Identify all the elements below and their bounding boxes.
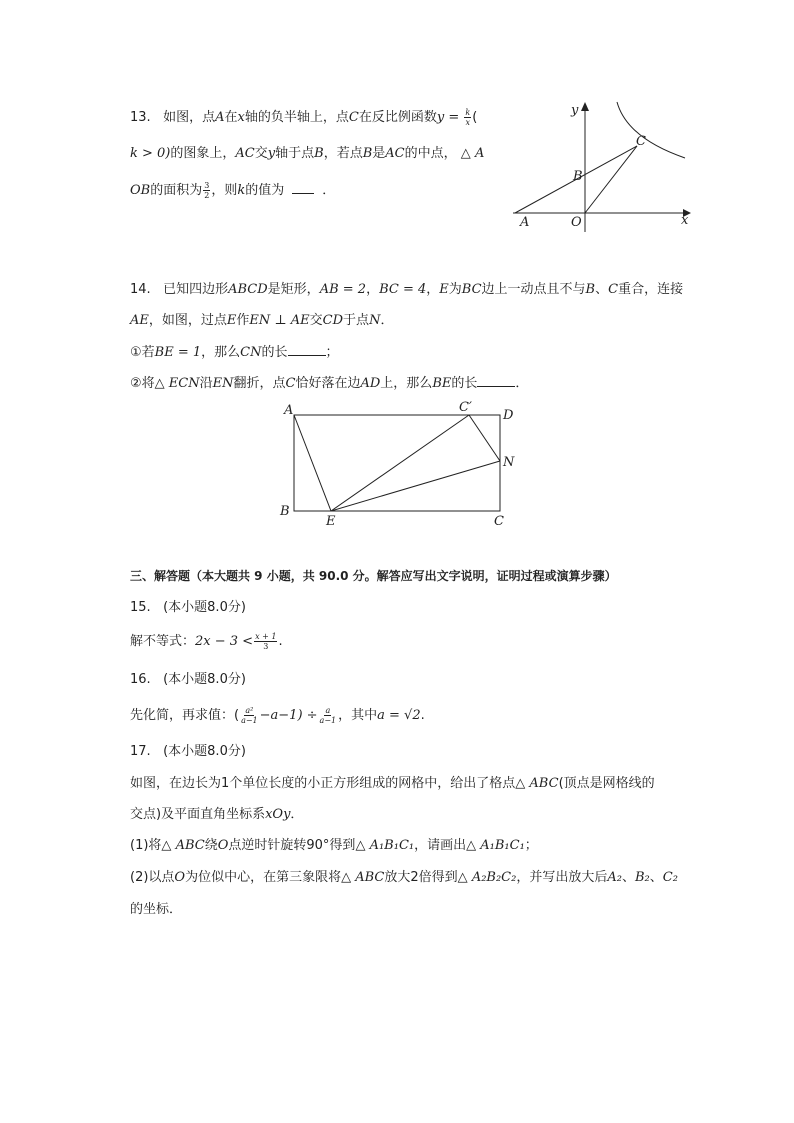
fig14-label-C: C bbox=[494, 514, 504, 529]
fig14-label-E: E bbox=[326, 514, 336, 529]
fig13-label-C: C bbox=[636, 134, 646, 149]
q13-line-1: 13. 如图，点A在x轴的负半轴上，点C在反比例函数y = $\frac{k}{x}$ ( bbox=[130, 108, 478, 127]
fraction-a2-over-a-minus-1: $\frac{\text{a²}}{a-1}$ bbox=[241, 706, 258, 725]
fig13-label-y: y bbox=[571, 103, 579, 118]
fig14-label-D: D bbox=[503, 408, 514, 423]
section-3-heading: 三、解答题（本大题共 9 小题，共 90.0 分。解答应写出文字说明，证明过程或演算步骤） bbox=[130, 569, 617, 583]
q17-part-1: (1)将△ ABC绕O点逆时针旋转90°得到△ A₁B₁C₁，请画出△ A₁B₁C₁； bbox=[130, 838, 538, 853]
q15-header: 15. (本小题8.0分) bbox=[130, 600, 246, 615]
fig14-label-A: A bbox=[284, 403, 294, 418]
q14-line-1: 14. 已知四边形ABCD是矩形，AB = 2，BC = 4，E为BC边上一动点且不与B、C重合，连接 bbox=[130, 282, 684, 297]
fig13-label-O: O bbox=[571, 215, 582, 230]
answer-blank-q13[interactable] bbox=[292, 180, 314, 194]
fraction-a-over-a-minus-1: $\frac{a}{a-1}$ bbox=[319, 706, 337, 725]
answer-blank-q14-2[interactable] bbox=[477, 373, 515, 387]
fraction-three-halves: $\frac{3}{2}$ bbox=[204, 181, 210, 200]
q14-sub-2: ②将△ ECN沿EN翻折，点C恰好落在边AD上，那么BE的长 ． bbox=[130, 373, 528, 394]
answer-blank-q14-1[interactable] bbox=[288, 342, 326, 356]
q14-figure bbox=[270, 398, 530, 533]
q17-part-2: (2)以点O为位似中心，在第三象限将△ ABC放大2倍得到△ A₂B₂C₂，并写出放大后A₂、B₂、C₂ bbox=[130, 870, 678, 885]
q16-body: 先化简，再求值：( $\frac{\text{a²}}{a-1}$ −a−1) ÷ $\frac{a}{a-1}$ ，其中a = √2. bbox=[130, 706, 425, 725]
q14-sub-1: ①若BE = 1，那么CN的长 ； bbox=[130, 342, 339, 363]
q14-line-2: AE，如图，过点E作EN ⊥ AE交CD于点N． bbox=[130, 313, 394, 328]
q13-line-3: OB的面积为 $\frac{3}{2}$ ，则k的值为 ． bbox=[130, 181, 336, 200]
q17-part-2-cont: 的坐标． bbox=[130, 902, 183, 917]
fig14-label-Cprime: C′ bbox=[459, 400, 472, 415]
q17-line-2: 交点)及平面直角坐标系xOy． bbox=[130, 807, 304, 822]
fig14-label-B: B bbox=[280, 504, 290, 519]
fig13-label-A: A bbox=[520, 215, 530, 230]
fig14-label-N: N bbox=[503, 455, 515, 470]
fraction-k-over-x: $\frac{k}{x}$ bbox=[465, 108, 471, 127]
q13-line-2: k > 0)的图象上，AC交y轴于点B，若点B是AC的中点， △ A bbox=[130, 146, 485, 161]
q16-header: 16. (本小题8.0分) bbox=[130, 672, 246, 687]
q13-figure bbox=[505, 98, 695, 233]
q17-header: 17. (本小题8.0分) bbox=[130, 744, 246, 759]
fig13-label-B: B bbox=[573, 169, 583, 184]
q15-body: 解不等式：2x − 3 < $\frac{x + 1}{3}$ . bbox=[130, 632, 283, 651]
fraction-x-plus-1-over-3: $\frac{x + 1}{3}$ bbox=[255, 632, 277, 651]
q17-line-1: 如图，在边长为1个单位长度的小正方形组成的网格中，给出了格点△ ABC(顶点是网格线的 bbox=[130, 776, 655, 791]
fig13-label-x: x bbox=[681, 213, 689, 228]
